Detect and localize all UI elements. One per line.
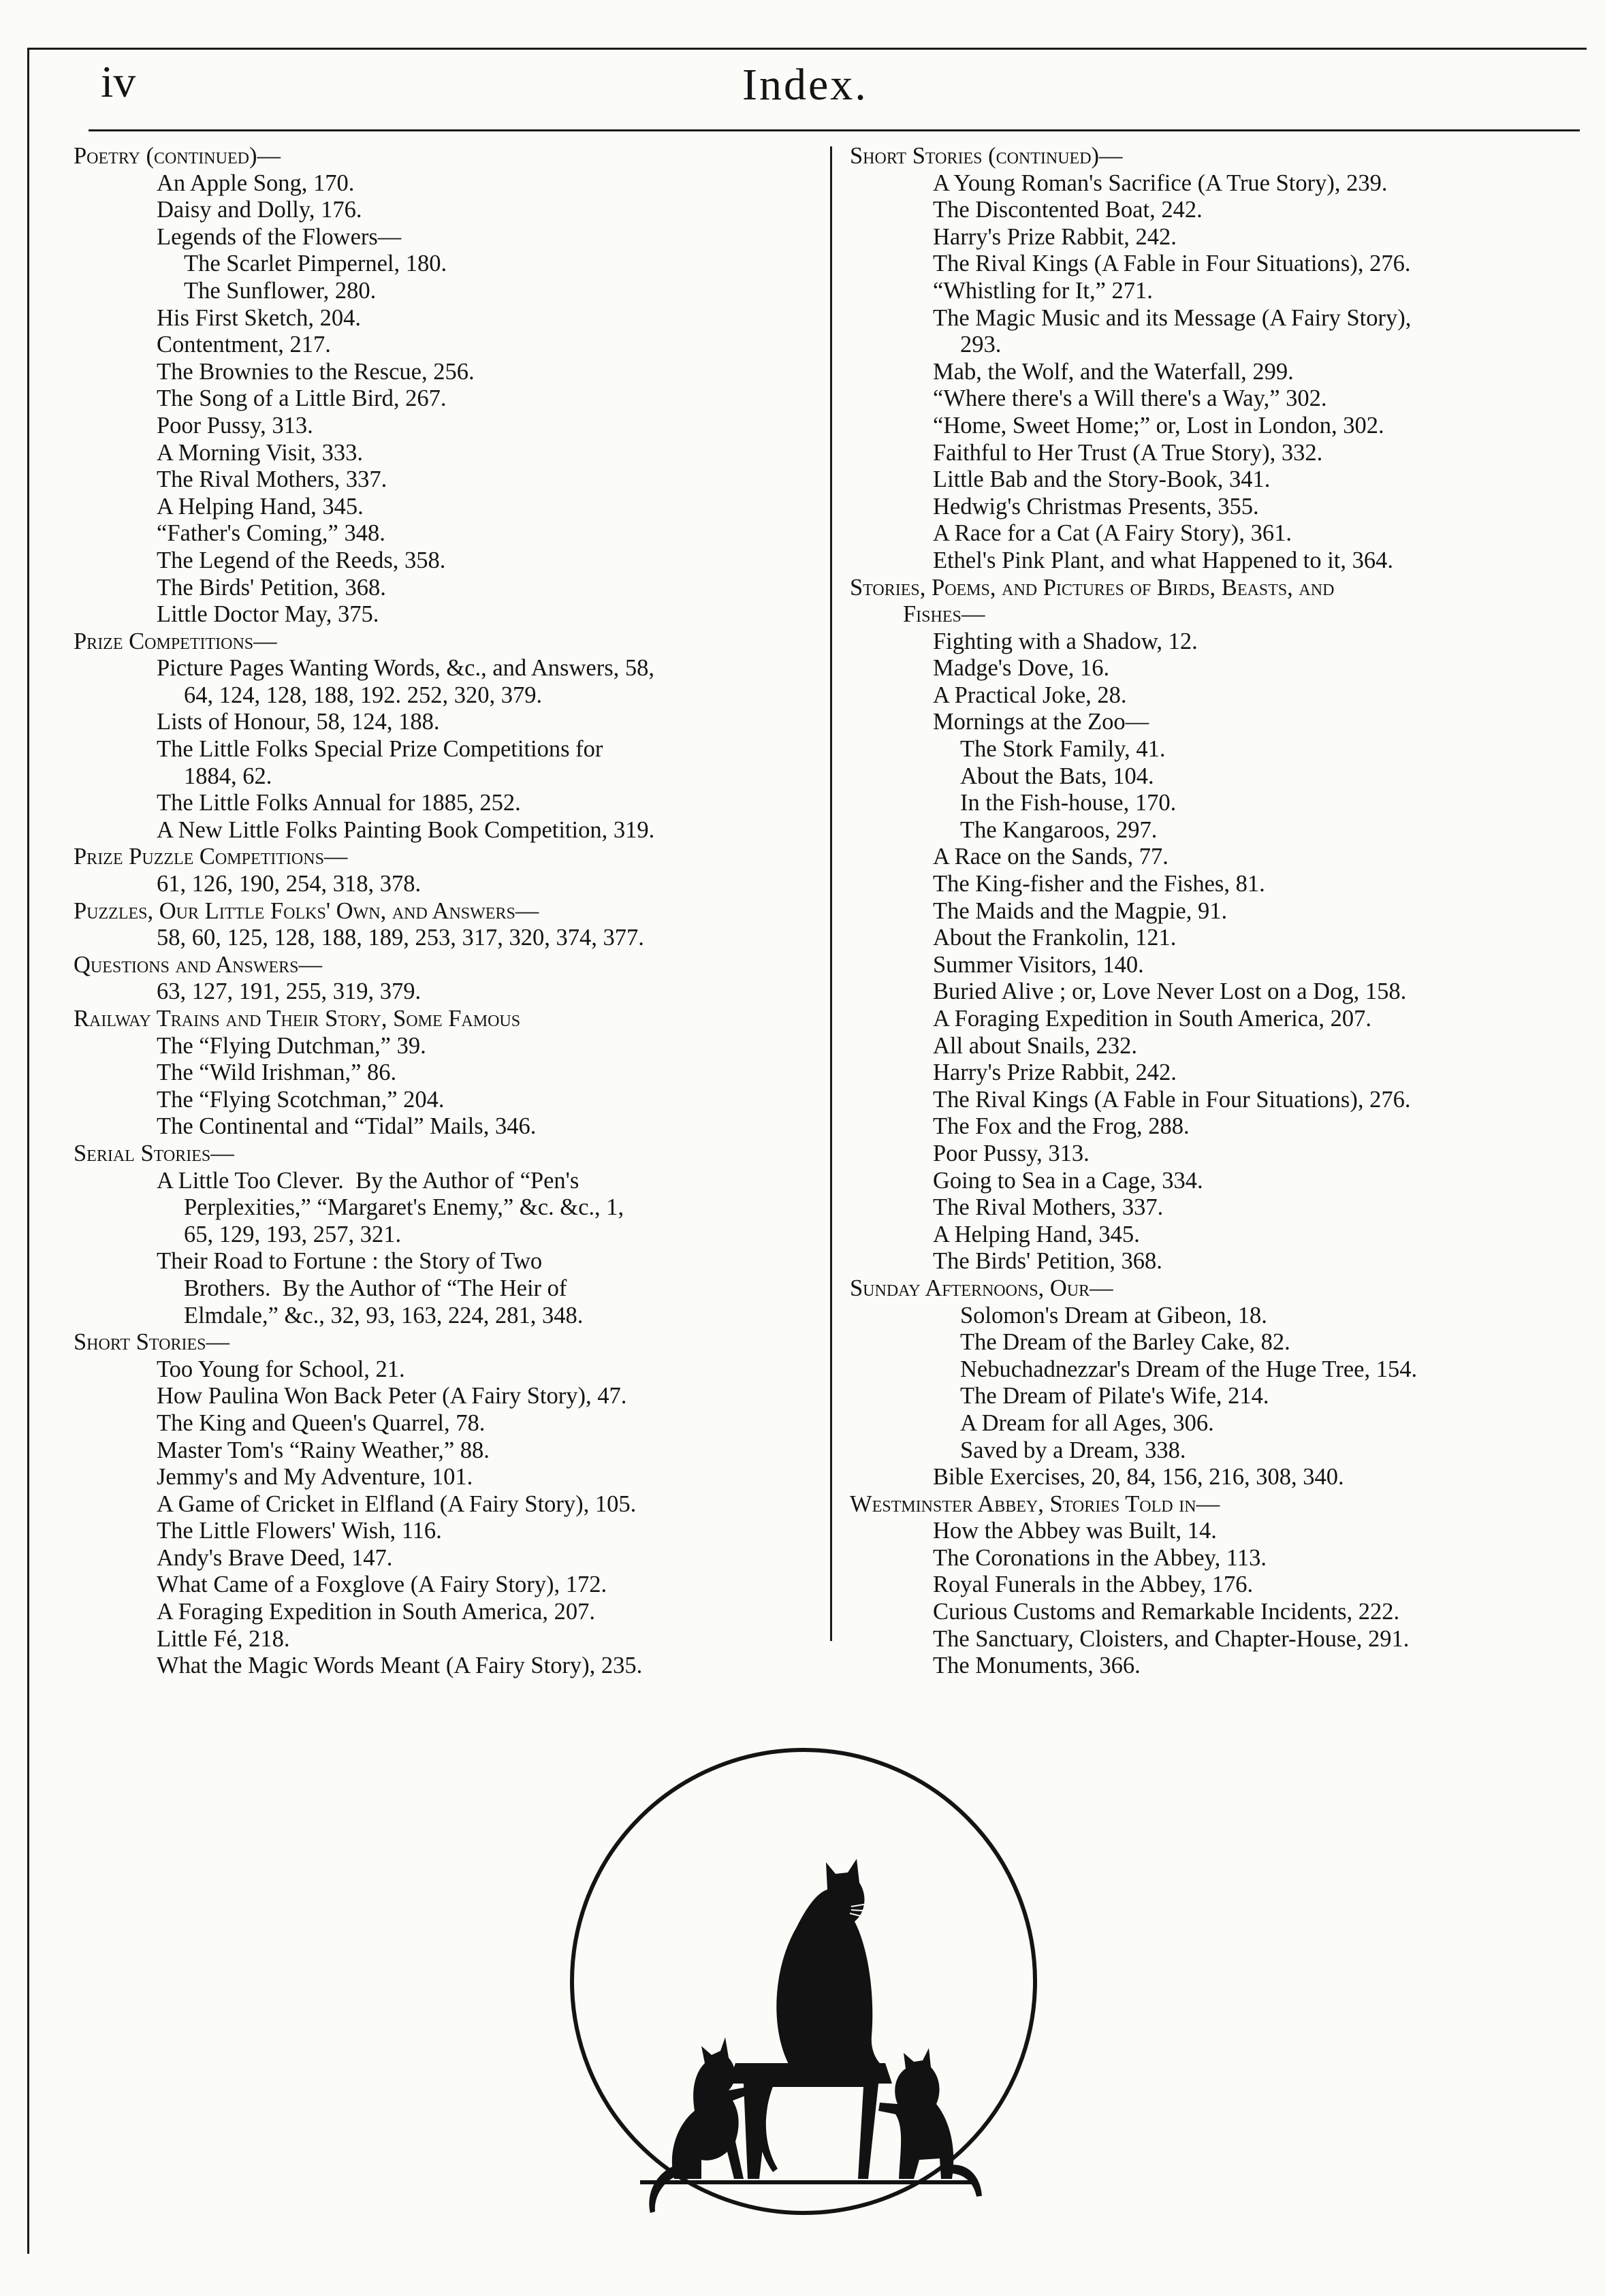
index-entry: “Father's Coming,” 348. [157,520,385,547]
index-entry: A Foraging Expedition in South America, 207. [933,1006,1371,1032]
index-entry: Contentment, 217. [157,332,331,358]
index-entry: The Birds' Petition, 368. [157,574,386,601]
index-entry: Madge's Dove, 16. [933,655,1110,682]
index-entry: The Sunflower, 280. [184,277,377,304]
index-entry: The “Flying Scotchman,” 204. [157,1086,445,1113]
index-entry: The “Flying Dutchman,” 39. [157,1032,426,1059]
index-entry: A Game of Cricket in Elfland (A Fairy Story), 105. [157,1490,637,1517]
index-entry: A Helping Hand, 345. [157,493,364,520]
index-entry: Going to Sea in a Cage, 334. [933,1167,1203,1194]
index-section-heading: Prize Puzzle Competitions— [74,844,348,870]
index-entry: About the Bats, 104. [960,763,1154,789]
column-divider [830,146,832,1641]
index-entry: The Legend of the Reeds, 358. [157,547,446,573]
index-entry: The Sanctuary, Cloisters, and Chapter-House, 291. [933,1625,1410,1652]
index-column-left [74,143,810,1680]
index-entry: Andy's Brave Deed, 147. [157,1544,393,1571]
index-entry: “Where there's a Will there's a Way,” 302. [933,385,1327,412]
index-entry: Nebuchadnezzar's Dream of the Huge Tree, 154. [960,1356,1418,1382]
index-entry: Little Bab and the Story-Book, 341. [933,466,1271,493]
index-entry: The Rival Mothers, 337. [933,1194,1164,1221]
index-entry: Perplexities,” “Margaret's Enemy,” &c. &c., 1, [184,1194,624,1221]
index-entry: Ethel's Pink Plant, and what Happened to it, 364. [933,547,1394,573]
left-kitten-tail [649,2165,680,2213]
index-entry: Little Fé, 218. [157,1625,290,1652]
index-entry: The Rival Kings (A Fable in Four Situations), 276. [933,1086,1411,1113]
index-entry: Legends of the Flowers— [157,223,402,250]
index-entry: Brothers. By the Author of “The Heir of [184,1275,567,1301]
index-entry: The Discontented Boat, 242. [933,197,1203,223]
index-entry: In the Fish-house, 170. [960,790,1177,816]
index-entry: What Came of a Foxglove (A Fairy Story), 172. [157,1572,607,1598]
index-entry: The Brownies to the Rescue, 256. [157,358,475,385]
index-entry: The Kangaroos, 297. [960,816,1158,843]
index-entry: Daisy and Dolly, 176. [157,197,362,223]
index-entry: A Helping Hand, 345. [933,1221,1140,1247]
index-entry: A Race for a Cat (A Fairy Story), 361. [933,520,1292,547]
index-entry: The Little Flowers' Wish, 116. [157,1518,442,1544]
index-entry: A Foraging Expedition in South America, 207. [157,1599,595,1625]
index-entry: What the Magic Words Meant (A Fairy Story), 235. [157,1653,643,1679]
index-section-heading: Puzzles, Our Little Folks' Own, and Answers— [74,897,539,924]
index-entry: How Paulina Won Back Peter (A Fairy Story), 47. [157,1383,627,1409]
index-entry: Hedwig's Christmas Presents, 355. [933,493,1259,520]
index-entry: Fighting with a Shadow, 12. [933,628,1198,654]
index-entry: Too Young for School, 21. [157,1356,405,1382]
index-entry: An Apple Song, 170. [157,170,355,196]
index-entry: The Fox and the Frog, 288. [933,1113,1190,1140]
index-entry: The Rival Kings (A Fable in Four Situations), 276. [933,251,1411,277]
index-entry: The Scarlet Pimpernel, 180. [184,251,447,277]
index-column-right [850,143,1587,1680]
index-entry: The Little Folks Special Prize Competitions for [157,736,603,763]
index-entry: The Stork Family, 41. [960,736,1166,763]
index-section-heading: Questions and Answers— [74,951,323,978]
index-section-heading: Fishes— [903,601,985,628]
index-entry: Summer Visitors, 140. [933,951,1144,978]
index-entry: Harry's Prize Rabbit, 242. [933,1059,1177,1086]
index-section-heading: Stories, Poems, and Pictures of Birds, Beasts, and [850,574,1335,601]
ground-line [640,2180,974,2184]
index-entry: Poor Pussy, 313. [933,1140,1090,1166]
index-entry: 61, 126, 190, 254, 318, 378. [157,871,422,897]
index-entry: Curious Customs and Remarkable Incidents, 222. [933,1599,1400,1625]
index-section-heading: Railway Trains and Their Story, Some Famous [74,1006,521,1032]
index-entry: The Rival Mothers, 337. [157,466,387,493]
page-frame-left-rule [27,48,29,2254]
index-section-heading: Westminster Abbey, Stories Told in— [850,1490,1220,1517]
index-entry: His First Sketch, 204. [157,304,361,331]
index-entry: The King-fisher and the Fishes, 81. [933,871,1265,897]
index-entry: The Monuments, 366. [933,1653,1141,1679]
index-entry: Faithful to Her Trust (A True Story), 332. [933,439,1323,466]
index-entry: Harry's Prize Rabbit, 242. [933,223,1177,250]
index-section-heading: Short Stories (continued)— [850,143,1123,169]
index-entry: Elmdale,” &c., 32, 93, 163, 224, 281, 348. [184,1302,584,1328]
index-entry: Royal Funerals in the Abbey, 176. [933,1572,1254,1598]
index-entry: Solomon's Dream at Gibeon, 18. [960,1302,1267,1328]
index-entry: The Continental and “Tidal” Mails, 346. [157,1113,537,1140]
index-entry: How the Abbey was Built, 14. [933,1518,1217,1544]
index-entry: The Dream of the Barley Cake, 82. [960,1329,1290,1356]
index-entry: Their Road to Fortune : the Story of Two [157,1248,543,1275]
page-frame-top-rule [27,48,1587,50]
index-entry: A Young Roman's Sacrifice (A True Story), 239. [933,170,1388,196]
index-entry: All about Snails, 232. [933,1032,1137,1059]
index-entry: A Practical Joke, 28. [933,682,1127,708]
index-entry: The Little Folks Annual for 1885, 252. [157,790,521,816]
index-section-heading: Prize Competitions— [74,628,277,654]
index-entry: 65, 129, 193, 257, 321. [184,1221,402,1247]
index-entry: About the Frankolin, 121. [933,925,1177,951]
index-entry: A Morning Visit, 333. [157,439,364,466]
index-entry: Mornings at the Zoo— [933,709,1149,735]
page-title: Index. [742,60,868,110]
index-entry: “Home, Sweet Home;” or, Lost in London, 302. [933,412,1384,439]
index-section-heading: Sunday Afternoons, Our— [850,1275,1113,1301]
index-entry: 63, 127, 191, 255, 319, 379. [157,978,422,1005]
index-entry: The “Wild Irishman,” 86. [157,1059,397,1086]
index-section-heading: Serial Stories— [74,1140,234,1166]
index-entry: 293. [960,332,1002,358]
page-folio: iv [101,57,136,107]
index-entry: 1884, 62. [184,763,272,789]
index-entry: The King and Queen's Quarrel, 78. [157,1409,486,1436]
index-entry: “Whistling for It,” 271. [933,277,1153,304]
index-entry: Saved by a Dream, 338. [960,1437,1186,1463]
index-entry: The Song of a Little Bird, 267. [157,385,447,412]
index-section-heading: Poetry (continued)— [74,143,281,169]
index-entry: Jemmy's and My Adventure, 101. [157,1464,473,1490]
index-entry: The Coronations in the Abbey, 113. [933,1544,1267,1571]
index-entry: Little Doctor May, 375. [157,601,379,628]
index-entry: Mab, the Wolf, and the Waterfall, 299. [933,358,1294,385]
index-entry: The Magic Music and its Message (A Fairy Story), [933,304,1412,331]
index-entry: 64, 124, 128, 188, 192. 252, 320, 379. [184,682,543,708]
index-entry: The Birds' Petition, 368. [933,1248,1162,1275]
index-section-heading: Short Stories— [74,1329,229,1356]
index-entry: A Dream for all Ages, 306. [960,1409,1214,1436]
cat-silhouette-vignette [565,1743,1042,2220]
index-entry: Lists of Honour, 58, 124, 188. [157,709,440,735]
index-entry: Bible Exercises, 20, 84, 156, 216, 308, 340. [933,1464,1344,1490]
index-entry: A Little Too Clever. By the Author of “Pen's [157,1167,579,1194]
index-entry: A Race on the Sands, 77. [933,844,1169,870]
index-entry: Picture Pages Wanting Words, &c., and Answers, 58, [157,655,655,682]
index-entry: A New Little Folks Painting Book Competition, 319. [157,816,655,843]
index-entry: Master Tom's “Rainy Weather,” 88. [157,1437,490,1463]
header-rule [89,129,1580,131]
index-entry: Buried Alive ; or, Love Never Lost on a Dog, 158. [933,978,1407,1005]
index-entry: The Maids and the Magpie, 91. [933,897,1228,924]
index-entry: 58, 60, 125, 128, 188, 189, 253, 317, 320, 374, 377. [157,925,644,951]
index-entry: Poor Pussy, 313. [157,412,313,439]
index-entry: The Dream of Pilate's Wife, 214. [960,1383,1269,1409]
